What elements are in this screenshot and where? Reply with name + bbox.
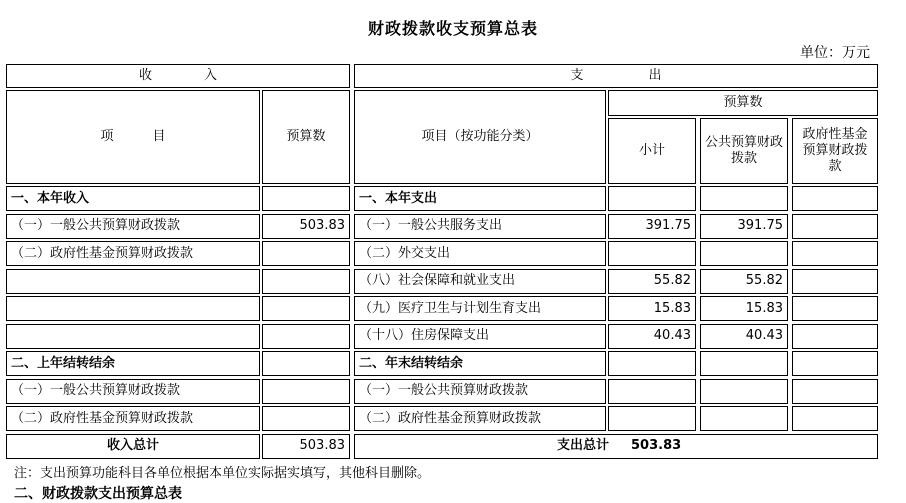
- expense-item-text: （二）政府性基金预算财政拨款: [359, 410, 542, 426]
- expense-subtotal: [608, 379, 696, 404]
- income-item-text: 一、本年收入: [11, 190, 90, 206]
- expense-item: [354, 214, 606, 239]
- expense-item: [354, 241, 606, 266]
- expense-subtotal: [608, 351, 696, 376]
- expense-fund: [792, 379, 878, 404]
- expense-public: [700, 269, 788, 294]
- income-total-value: [262, 434, 350, 459]
- expense-item: [354, 269, 606, 294]
- expense-fund: [792, 269, 878, 294]
- income-value: [262, 296, 350, 321]
- income-item: [6, 296, 260, 321]
- header-budget-text: 预算数: [286, 129, 326, 144]
- income-item: [6, 186, 260, 211]
- income-item-text: 二、上年结转结余: [11, 355, 116, 371]
- document-title: 财政拨款收支预算总表: [367, 19, 538, 38]
- expense-fund: [792, 186, 878, 211]
- header-subtotal: [608, 118, 696, 184]
- expense-subtotal-text: 40.43: [653, 328, 691, 343]
- header-item-func-text: 项目（按功能分类）: [421, 129, 539, 144]
- expense-item-text: 一、本年支出: [359, 190, 438, 206]
- expense-item-text: （一）一般公共预算财政拨款: [359, 383, 529, 398]
- expense-total-label: 支出总计: [557, 438, 610, 453]
- income-value-text: 503.83: [299, 218, 345, 233]
- expense-subtotal: [608, 324, 696, 349]
- expense-fund: [792, 241, 878, 266]
- footnote: 注：支出预算功能科目各单位根据本单位实际据实填写，其他科目删除。: [14, 466, 431, 481]
- income-total-value-text: 503.83: [299, 438, 345, 453]
- expense-item: [354, 324, 606, 349]
- expense-subtotal-text: 15.83: [653, 300, 691, 316]
- income-value: [262, 186, 350, 211]
- expense-public-text: 55.82: [745, 273, 783, 288]
- expense-subtotal: [608, 406, 696, 431]
- expense-subtotal-text: 55.82: [653, 273, 691, 288]
- income-total-label-text: 收入总计: [106, 438, 159, 453]
- expense-fund: [792, 406, 878, 431]
- header-expense: [354, 64, 878, 88]
- income-item: [6, 241, 260, 266]
- expense-public: [700, 241, 788, 266]
- expense-subtotal: [608, 214, 696, 239]
- header-income-text: 收 入: [138, 68, 217, 83]
- income-total-label: [6, 434, 260, 459]
- header-item: [6, 90, 260, 184]
- header-budget-group-text: 预算数: [723, 95, 763, 110]
- expense-item-text: （八）社会保障和就业支出: [359, 273, 516, 288]
- income-item-text: （二）政府性基金预算财政拨款: [11, 410, 194, 426]
- expense-item: [354, 186, 606, 211]
- next-section-heading: 二、财政拨款支出预算总表: [14, 486, 182, 502]
- expense-fund: [792, 296, 878, 321]
- unit-label: 单位：万元: [800, 45, 870, 61]
- expense-item: [354, 296, 606, 321]
- expense-public: [700, 214, 788, 239]
- income-value: [262, 269, 350, 294]
- expense-item-text: （十八）住房保障支出: [359, 328, 490, 343]
- expense-public: [700, 324, 788, 349]
- expense-subtotal: [608, 186, 696, 211]
- expense-item: [354, 351, 606, 376]
- expense-item-text: （一）一般公共服务支出: [359, 218, 503, 233]
- expense-subtotal-text: 391.75: [645, 218, 691, 233]
- expense-public-text: 40.43: [745, 328, 783, 343]
- expense-public-text: 391.75: [737, 218, 783, 233]
- income-item: [6, 214, 260, 239]
- income-value: [262, 379, 350, 404]
- expense-subtotal: [608, 241, 696, 266]
- header-income: [6, 64, 350, 88]
- expense-public: [700, 406, 788, 431]
- header-item-text: 项 目: [100, 129, 166, 144]
- expense-fund: [792, 214, 878, 239]
- income-value: [262, 214, 350, 239]
- expense-public-text: 15.83: [745, 300, 783, 316]
- expense-item: [354, 379, 606, 404]
- header-fund-budget-text: 政府性基金预算财政拨款: [802, 127, 868, 174]
- header-fund-budget: [792, 118, 878, 184]
- header-public-budget: [700, 118, 788, 184]
- income-item: [6, 351, 260, 376]
- header-item-func: [354, 90, 606, 184]
- income-item-text: （一）一般公共预算财政拨款: [11, 383, 181, 398]
- income-item: [6, 324, 260, 349]
- expense-item-text: （二）外交支出: [359, 245, 451, 261]
- header-expense-text: 支 出: [570, 68, 662, 83]
- income-value: [262, 406, 350, 431]
- expense-public: [700, 186, 788, 211]
- income-value: [262, 241, 350, 266]
- expense-public: [700, 379, 788, 404]
- header-subtotal-text: 小计: [638, 143, 665, 158]
- header-budget: [262, 90, 350, 184]
- income-value: [262, 324, 350, 349]
- expense-item-text: （九）医疗卫生与计划生育支出: [359, 300, 542, 316]
- expense-public: [700, 296, 788, 321]
- expense-fund: [792, 351, 878, 376]
- income-item: [6, 406, 260, 431]
- income-value: [262, 351, 350, 376]
- income-item-text: （一）一般公共预算财政拨款: [11, 218, 181, 233]
- expense-subtotal: [608, 296, 696, 321]
- expense-total-value: 503.83: [631, 438, 682, 453]
- expense-total: [354, 434, 878, 459]
- expense-fund: [792, 324, 878, 349]
- header-budget-group: [608, 90, 878, 116]
- income-item: [6, 269, 260, 294]
- header-public-budget-text: 公共预算财政拨款: [705, 135, 784, 166]
- expense-public: [700, 351, 788, 376]
- income-item-text: （二）政府性基金预算财政拨款: [11, 245, 194, 261]
- income-item: [6, 379, 260, 404]
- expense-subtotal: [608, 269, 696, 294]
- expense-item-text: 二、年末结转结余: [359, 355, 464, 371]
- expense-item: [354, 406, 606, 431]
